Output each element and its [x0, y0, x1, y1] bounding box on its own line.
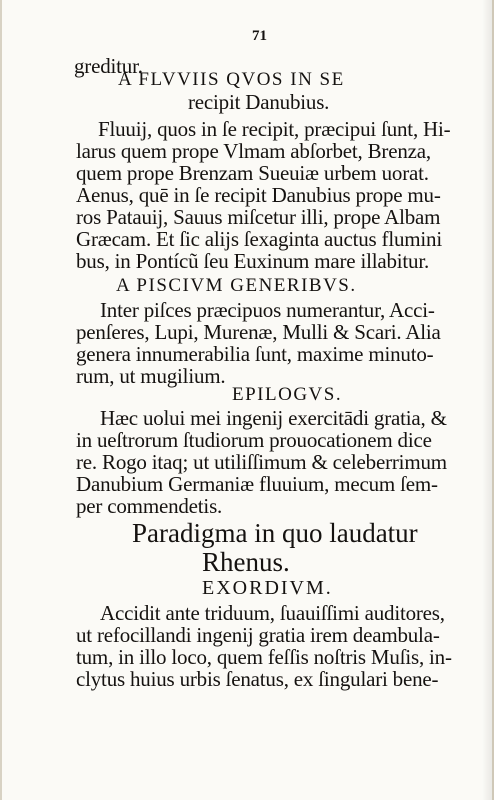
section-heading-fish: A PISCIVM GENERIBVS.: [116, 275, 357, 296]
section-heading-rivers: A FLVVIIS QVOS IN SE: [118, 69, 345, 90]
section-heading-rivers-cont: recipit Danubius.: [188, 90, 330, 114]
text-line: per commendetis.: [76, 494, 223, 518]
text-line: Danubium Germaniæ fluuium, mecum ſem-: [76, 472, 438, 496]
text-line: Aenus, quē in ſe recipit Danubius prope mu-: [76, 183, 441, 207]
text-line: Fluuij, quos in ſe recipit, præcipui ſunt, Hi-: [98, 117, 451, 141]
text-line: genera innumerabilia ſunt, maxime minuto-: [76, 342, 434, 366]
text-line: larus quem prope Vlmam abſorbet, Brenza,: [76, 139, 431, 163]
text-line: Accidit ante triduum, ſuauiſſimi auditores,: [100, 601, 445, 625]
text-line: Inter piſces præcipuos numerantur, Acci-: [100, 298, 435, 322]
page-number: 71: [252, 28, 267, 44]
text-line: ros Patauij, Sauus miſcetur illi, prope Albam: [76, 205, 441, 229]
text-line: bus, in Pontícũ ſeu Euxinum mare illabitur.: [76, 249, 430, 273]
text-line: tum, in illo loco, quem feſſis noſtris Muſis, in-: [76, 645, 452, 669]
text-line: clytus huius urbis ſenatus, ex ſingulari bene-: [76, 667, 439, 691]
text-line: ut refocillandi ingenij gratia irem deambula-: [76, 623, 440, 647]
section-heading-epilogue: EPILOGVS.: [232, 384, 343, 405]
text-line: greditur.: [74, 54, 143, 78]
text-line: quem prope Brenzam Sueuiæ urbem uorat.: [76, 161, 429, 185]
chapter-heading: Paradigma in quo laudatur: [132, 518, 418, 548]
text-line: penſeres, Lupi, Murenæ, Mulli & Scari. Alia: [76, 320, 441, 344]
text-line: re. Rogo itaq; ut utiliſſimum & celeberrimum: [76, 450, 447, 474]
text-line: rum, ut mugilium.: [76, 364, 226, 388]
chapter-heading-cont: Rhenus.: [202, 547, 290, 577]
section-heading-exordium: EXORDIVM.: [202, 577, 333, 599]
text-line: in ueſtrorum ſtudiorum prouocationem dice: [76, 428, 432, 452]
page-edge-shadow: [482, 0, 492, 800]
text-line: Græcam. Et ſic alijs ſexaginta auctus flumini: [76, 227, 442, 251]
text-line: Hæc uolui mei ingenij exercitādi gratia, &: [100, 406, 447, 430]
